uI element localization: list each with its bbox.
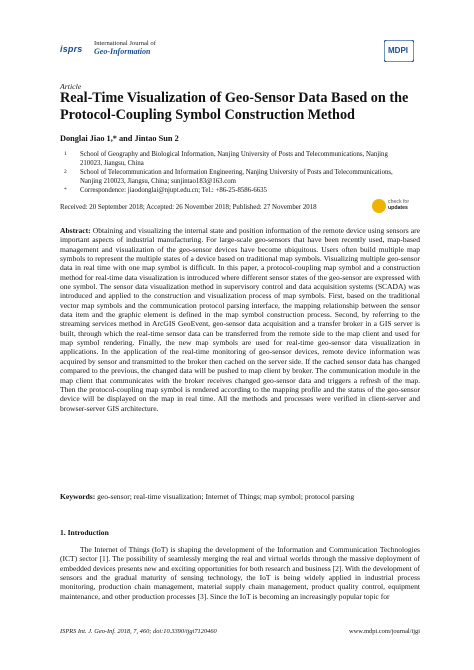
journal-name [94, 40, 156, 56]
updates-icon [372, 199, 386, 213]
mdpi-text: MDPI [388, 46, 408, 55]
paper-title: Real-Time Visualization of Geo-Sensor Data Based on the Protocol-Coupling Symbol Construction Method [60, 90, 409, 123]
article-type: Article [60, 82, 82, 91]
intro-paragraph: The Internet of Things (IoT) is shaping the development of the Information and Communication Technologies (ICT) sector [1]. The possibility of seamlessly merging the real and virtual worlds through the massive deployment of embedded devices presents new and exciting opportunities for both research and business [2]. With the development of sensors and the gradual maturity of sensing technology, the IoT is being widely applied in industrial process monitoring, production chain management, material supply chain management, product quality control, equipment maintenance, and other production processes [3]. Since the IoT is becoming an increasingly popular topic for [60, 545, 420, 601]
publication-dates: Received: 20 September 2018; Accepted: 26 November 2018; Published: 27 November 2018 [60, 204, 317, 211]
citation: ISPRS Int. J. Geo-Inf. 2018, 7, 460; doi:10.3390/ijgi7120460 [60, 628, 217, 635]
keywords-text: geo-sensor; real-time visualization; Internet of Things; map symbol; protocol parsing [97, 492, 355, 501]
isprs-logo [60, 40, 90, 62]
abstract-text: Obtaining and visualizing the internal state and position information of the remote device using sensors are important aspects of industrial manufacturing. For large-scale geo-sensors that have been recently used, map-based management and visualization of the geo-sensor devices have become ubiquitous. Users often build multiple map symbols to represent the multiple states of a device based on traditional map symbols. Visualizing multiple geo-sensor data in real time with one map symbol is difficult. In this paper, a protocol-coupling map symbol and a construction method for real-time data visualization is introduced where different sensor states of the geo-sensor are expressed with one symbol. The sensor data visualization method in supervisory control and data acquisition systems (SCADA) was introduced and applied to the construction and visualization process of map symbols. First, based on the traditional vector map symbols and the communication protocol parsing interface, the mapping relationship between the sensor data item and the graphic element is defined in the map symbol construction process. Second, by referring to the streaming services method in ArcGIS GeoEvent, geo-sensor data acquisition and a transfer broker in a GIS server is built, through which the real-time sensor data can be transferred from the remote side to the map client and used for map symbol rendering. Finally, the new map symbols are used for real-time geo-sensor data visualization in applications. In the application of the real-time monitoring of geo-sensor devices, remote device information was acquired by sensor and transmitted to the broker then cached on the server side. If the cached sensor data has changed compared to the previous, the changed data will be pushed to map client by broker. The communication module in the map client that communicates with the broker receives changed geo-sensor data and triggers a refresh of the map. Then the protocol-coupling map symbol is rendered according to the mapping profile and the status of the geo-sensor device will be displayed on the map in real time. All the methods and processes were verified in client-server and browser-server GIS architecture. [60, 226, 421, 413]
logo-text: isprs [60, 44, 83, 54]
paper-page: isprs International Journal of Geo-Information MDPI Article Real-Time Visualization of Geo-Sensor Data Based on the Protocol-Coupling Symbol Construction Method Donglai Jiao 1,* and Jintao Sun 2 1 School of Geography and Biological Information, Nanjing University of Posts and Telecommunications, Nanjing 210023, Jiangsu, China 2 School of Telecommunication and Information Engineering, Nanjing University of Posts and Telecommunications, Nanjing 210023, Jiangsu, China; sunjintao183@163.com * Correspondence: jiaodonglai@njupt.edu.cn; Tel.: +86-25-8586-6635 Received: 20 September 2018; Accepted: 26 November 2018; Published: 27 November 2018 check for updates Abstract: Obtaining and visualizing the internal state and position information of the remote device using sensors are important aspects of industrial manufacturing. For large-scale geo-sensors that have been recently used, map-based management and visualization of the geo-sensor devices have become ubiquitous. Users often build multiple map symbols to represent the multiple states of a device based on traditional map symbols. Visualizing multiple geo-sensor data in real time with one map symbol is difficult. In this paper, a protocol-coupling map symbol and a construction method for real-time data visualization is introduced where different sensor states of the geo-sensor are expressed with one symbol. The sensor data visualization method in supervisory control and data acquisition systems (SCADA) was introduced and applied to the construction and visualization process of map symbols. First, based on the traditional vector map symbols and the communication protocol parsing interface, the mapping relationship between the sensor data item and the graphic element is defined in the map symbol construction process. Second, by referring to the streaming services method in ArcGIS GeoEvent, geo-sensor data acquisition and a transfer broker in a GIS server is built, through which the real-time sensor data can be transferred from the remote side to the map client and used for map symbol rendering. Finally, the new map symbols are used for real-time geo-sensor data visualization in applications. In the application of the real-time monitoring of geo-sensor devices, remote device information was acquired by sensor and transmitted to the broker then cached on the server side. If the cached sensor data has changed compared to the previous, the changed data will be pushed to map client by broker. The communication module in the map client that communicates with the broker receives changed geo-sensor data and triggers a refresh of the map. Then the protocol-coupling map symbol is rendered according to the mapping profile and the status of the geo-sensor device will be displayed on the map in real time. All the methods and processes were verified in client-server and browser-server GIS architecture. Keywords: geo-sensor; real-time visualization; Internet of Things; map symbol; protocol parsing 1. Introduction The Internet of Things (IoT) is shaping the development of the Information and Communication Technologies (ICT) sector [1]. The possibility of seamlessly merging the real and virtual worlds through the massive deployment of embedded devices presents new and exciting opportunities for both research and business [2]. With the development of sensors and the gradual maturity of sensing technology, the IoT is being widely applied in industrial process monitoring, production chain management, material supply chain management, product quality control, equipment maintenance, and other production processes [3]. Since the IoT is becoming an increasingly popular topic for ISPRS Int. J. Geo-Inf. 2018, 7, 460; doi:10.3390/ijgi7120460 www.mdpi.com/journal/ijgi [60, 40, 421, 635]
mdpi-logo [384, 40, 414, 62]
authors: Donglai Jiao 1,* and Jintao Sun 2 [60, 134, 179, 143]
section-title: 1. Introduction [60, 528, 109, 537]
journal-url[interactable]: www.mdpi.com/journal/ijgi [349, 628, 420, 635]
journal-line1: International Journal of [94, 40, 156, 47]
abstract-label: Abstract: [60, 226, 91, 235]
keywords [60, 492, 420, 501]
abstract [60, 226, 420, 413]
check-for-updates-badge[interactable]: check for updates [372, 199, 412, 215]
journal-line2: Geo-Information [94, 47, 151, 56]
journal-header [60, 40, 410, 80]
keywords-label: Keywords: [60, 492, 96, 501]
